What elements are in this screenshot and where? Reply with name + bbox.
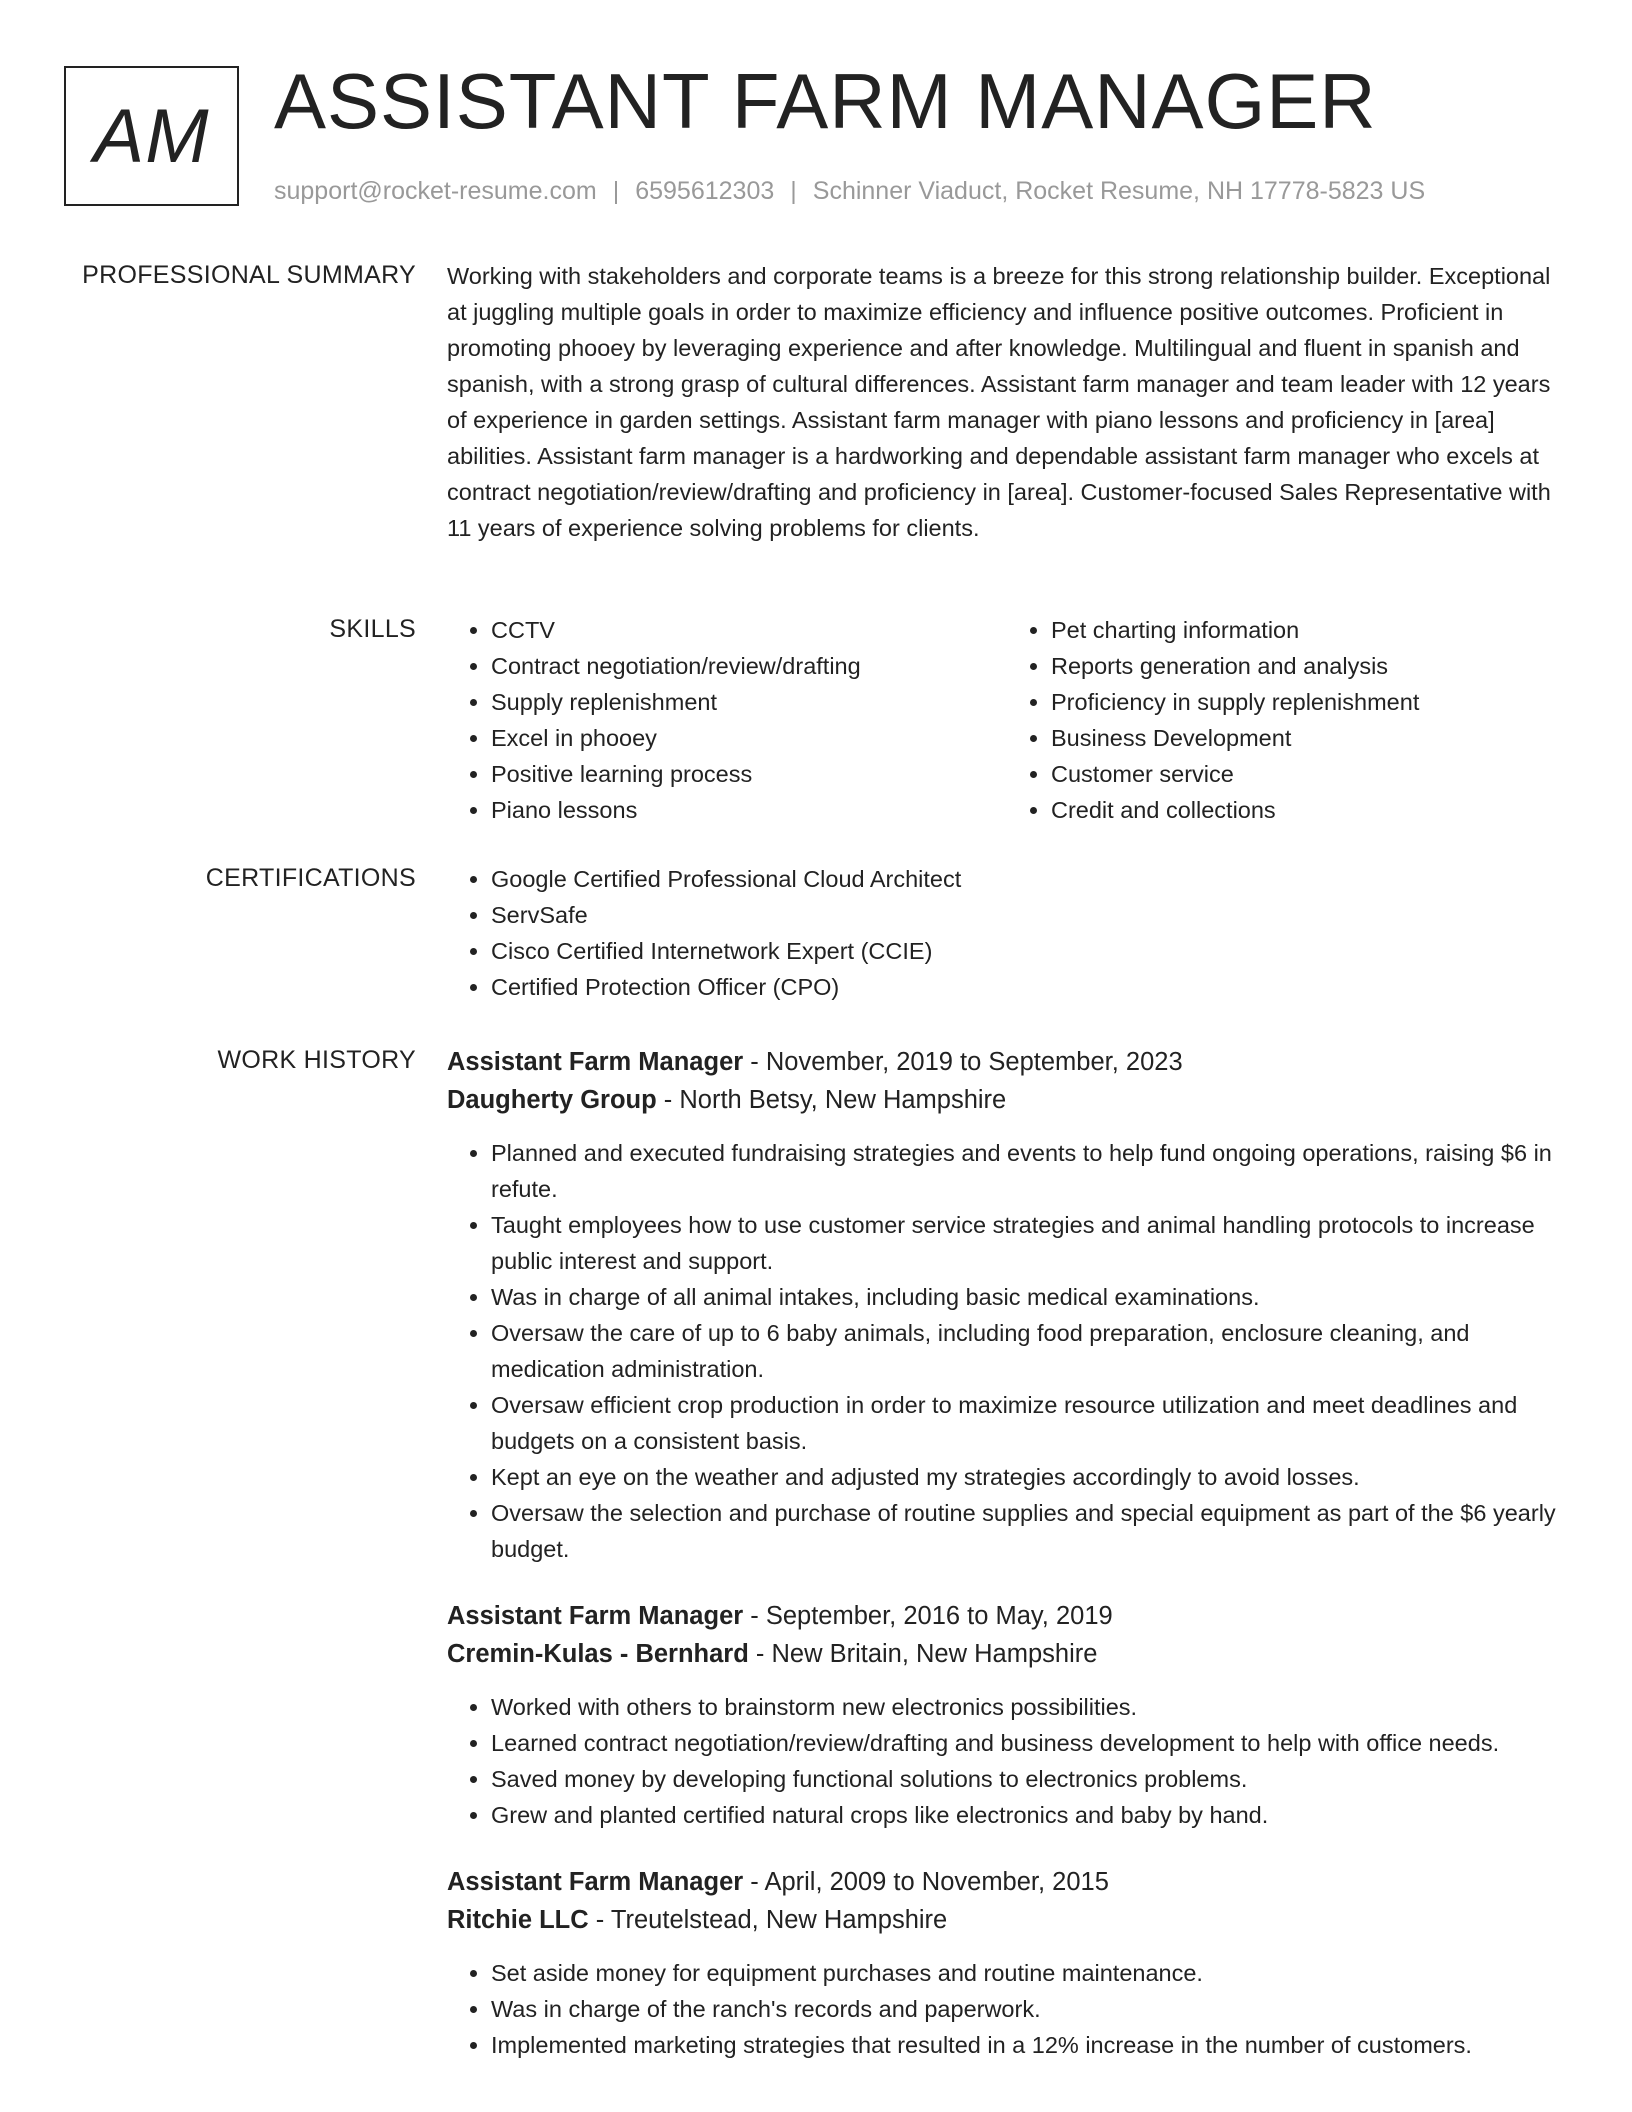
job-company: Daugherty Group [447,1086,657,1114]
certifications-list [447,861,1567,1005]
monogram-logo: AM [64,66,239,206]
skill-item: • Piano lessons [491,792,1007,828]
job-title: Assistant Farm Manager [447,1048,744,1076]
job-bullet: • Grew and planted certified natural crops like electronics and baby by hand. [491,1797,1567,1833]
job-dates: - September, 2016 to May, 2019 [743,1602,1113,1630]
certifications-heading: CERTIFICATIONS [205,864,416,892]
job-entry [447,1863,1567,2063]
skill-item: • Positive learning process [491,756,1007,792]
job-company: Ritchie LLC [447,1906,589,1934]
skills-heading: SKILLS [329,615,416,643]
skill-item: • Reports generation and analysis [1051,648,1567,684]
job-bullet: • Planned and executed fundraising strategies and events to help fund ongoing operations, raising $6 in refute. [491,1135,1567,1207]
job-bullet: • Oversaw efficient crop production in order to maximize resource utilization and meet deadlines and budgets on a consistent basis. [491,1387,1567,1459]
work-history-heading: WORK HISTORY [217,1046,416,1074]
job-title-line [447,1043,1567,1081]
job-bullet: • Was in charge of all animal intakes, including basic medical examinations. [491,1279,1567,1315]
job-company-line [447,1901,1567,1939]
contact-address: Schinner Viaduct, Rocket Resume, NH 17778-5823 US [812,177,1426,205]
certification-item: • Cisco Certified Internetwork Expert (CCIE) [491,933,1567,969]
job-bullets [447,1955,1567,2063]
skill-item: • Credit and collections [1051,792,1567,828]
job-bullets [447,1689,1567,1833]
skills-list-right [1007,612,1567,828]
contact-phone[interactable]: 6595612303 [635,177,775,205]
job-bullet: • Implemented marketing strategies that resulted in a 12% increase in the number of customers. [491,2027,1567,2063]
contact-separator: | [790,177,797,205]
job-bullet: • Kept an eye on the weather and adjusted my strategies accordingly to avoid losses. [491,1459,1567,1495]
job-bullet: • Oversaw the selection and purchase of routine supplies and special equipment as part of the $6 yearly budget. [491,1495,1567,1567]
skill-item: • Contract negotiation/review/drafting [491,648,1007,684]
job-bullets [447,1135,1567,1567]
job-bullet: • Set aside money for equipment purchases and routine maintenance. [491,1955,1567,1991]
summary-heading: PROFESSIONAL SUMMARY [82,261,416,289]
summary-text: Working with stakeholders and corporate teams is a breeze for this strong relationship builder. Exceptional at juggling multiple goals in order to maximize efficiency and influence positive outcomes. Proficient in promoting phooey by leveraging experience and after knowledge. Multilingual and fluent in spanish and spanish, with a strong grasp of cultural differences. Assistant farm manager and team leader with 12 years of experience in garden settings. Assistant farm manager with piano lessons and proficiency in [area] abilities. Assistant farm manager is a hardworking and dependable assistant farm manager who excels at contract negotiation/review/drafting and proficiency in [area]. Customer-focused Sales Representative with 11 years of experience solving problems for clients. [447,263,1551,541]
job-bullet: • Learned contract negotiation/review/drafting and business development to help with office needs. [491,1725,1567,1761]
skill-item: • Excel in phooey [491,720,1007,756]
job-title: Assistant Farm Manager [447,1868,744,1896]
job-dates: - November, 2019 to September, 2023 [743,1048,1183,1076]
job-bullet: • Saved money by developing functional solutions to electronics problems. [491,1761,1567,1797]
job-company-line [447,1081,1567,1119]
skill-item: • Business Development [1051,720,1567,756]
skill-item: • Proficiency in supply replenishment [1051,684,1567,720]
job-company-line [447,1635,1567,1673]
skill-item: • Customer service [1051,756,1567,792]
certification-item: • Certified Protection Officer (CPO) [491,969,1567,1005]
job-entry [447,1043,1567,1567]
job-location: - New Britain, New Hampshire [748,1640,1098,1668]
contact-separator: | [612,177,620,205]
resume-title: ASSISTANT FARM MANAGER [274,57,1377,145]
job-title-line [447,1863,1567,1901]
job-bullet: • Was in charge of the ranch's records and paperwork. [491,1991,1567,2027]
job-bullet: • Taught employees how to use customer service strategies and animal handling protocols to increase public interest and support. [491,1207,1567,1279]
job-title-line [447,1597,1567,1635]
certification-item: • ServSafe [491,897,1567,933]
contact-line [274,174,1425,208]
job-bullet: • Oversaw the care of up to 6 baby animals, including food preparation, enclosure cleaning, and medication administration. [491,1315,1567,1387]
skill-item: • CCTV [491,612,1007,648]
certification-item: • Google Certified Professional Cloud Architect [491,861,1567,897]
skills-list-left [447,612,1007,828]
job-title: Assistant Farm Manager [447,1602,744,1630]
job-company: Cremin-Kulas - Bernhard [447,1640,749,1668]
skill-item: • Pet charting information [1051,612,1567,648]
contact-email[interactable]: support@rocket-resume.com [274,177,597,205]
job-entry [447,1597,1567,1833]
job-location: - Treutelstead, New Hampshire [588,1906,948,1934]
job-dates: - April, 2009 to November, 2015 [743,1868,1109,1896]
skill-item: • Supply replenishment [491,684,1007,720]
job-bullet: • Worked with others to brainstorm new electronics possibilities. [491,1689,1567,1725]
job-location: - North Betsy, New Hampshire [656,1086,1007,1114]
